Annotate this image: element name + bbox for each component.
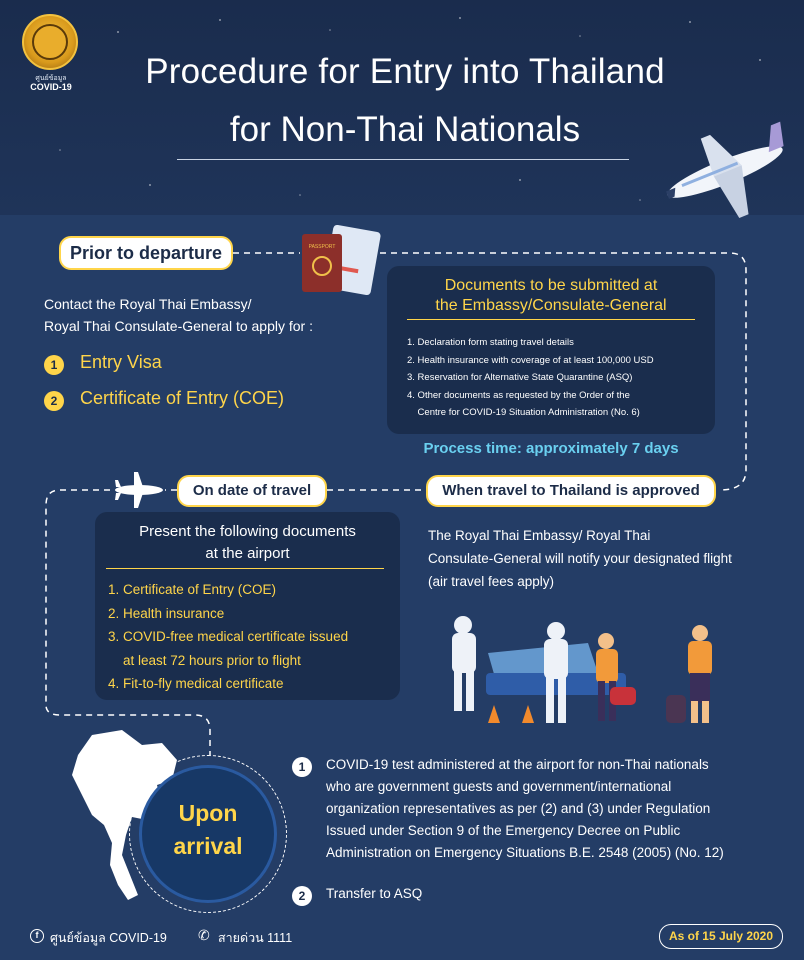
arrival-item-1: [326, 754, 796, 864]
small-airplane-icon: [112, 470, 166, 510]
list-item: 2. Health insurance: [108, 605, 225, 621]
passport-text: PASSPORT: [308, 244, 336, 250]
list-item: 3. COVID-free medical certificate issued: [108, 629, 349, 644]
list-item: 2. Health insurance with coverage of at least 100,000 USD: [407, 354, 654, 366]
documents-title-line-1: Documents to be submitted at: [444, 277, 658, 294]
documents-title-line-2: the Embassy/Consulate-General: [435, 297, 667, 314]
notify-line: Consulate-General will notify your designated flight: [428, 551, 732, 566]
prior-to-departure-label: Prior to departure: [59, 236, 233, 270]
arrival-item-line: organization representatives as per (2) and (3) under Regulation: [326, 801, 711, 816]
documents-title: [387, 276, 715, 316]
on-date-of-travel-label: On date of travel: [177, 475, 327, 507]
upon-arrival-label: [139, 797, 277, 863]
facebook-icon[interactable]: f: [30, 929, 44, 943]
entry-visa-item: Entry Visa: [80, 352, 162, 372]
passport-icon: [298, 224, 388, 302]
contact-line-1: Contact the Royal Thai Embassy/: [44, 296, 252, 312]
page-title-line1: Procedure for Entry into Thailand: [145, 52, 665, 91]
list-item: 3. Reservation for Alternative State Quarantine (ASQ): [407, 372, 633, 383]
airport-documents-title: [95, 521, 400, 565]
upon-arrival-line-2: arrival: [173, 833, 243, 859]
notify-text: [428, 524, 788, 593]
list-item: 4. Fit-to-fly medical certificate: [108, 676, 284, 691]
arrival-item-line: Administration on Emergency Situations B.E. 2548 (2005) (No. 12): [326, 845, 724, 860]
airport-documents-list: [108, 578, 398, 696]
list-item: at least 72 hours prior to flight: [108, 652, 301, 668]
upon-arrival-line-1: Upon: [178, 800, 238, 826]
arrival-item-line: Issued under Section 9 of the Emergency Decree on Public: [326, 823, 681, 838]
list-item: 1. Declaration form stating travel details: [407, 337, 574, 348]
airport-title-line-1: Present the following documents: [139, 523, 356, 540]
documents-divider: [407, 319, 695, 320]
item-number-badge: 2: [292, 886, 312, 906]
list-item: Centre for COVID-19 Situation Administration (No. 6): [407, 407, 640, 418]
contact-instructions: [44, 293, 374, 337]
airport-title-line-2: at the airport: [205, 545, 290, 562]
logo-caption: ศูนย์ข้อมูล: [35, 75, 67, 82]
contact-line-2: Royal Thai Consulate-General to apply for :: [44, 318, 313, 334]
arrival-item-2: Transfer to ASQ: [326, 886, 423, 901]
item-number-badge: 2: [44, 391, 64, 411]
phone-icon: ✆: [198, 927, 210, 943]
airport-screening-illustration: [438, 603, 738, 733]
process-time: Process time: approximately 7 days: [423, 440, 679, 457]
item-number-badge: 1: [292, 757, 312, 777]
airport-documents-divider: [106, 568, 384, 569]
list-item: 1. Certificate of Entry (COE): [108, 582, 277, 597]
documents-list: [407, 334, 707, 422]
coe-item: Certificate of Entry (COE): [80, 388, 285, 408]
page-title-line2: for Non-Thai Nationals: [229, 110, 581, 149]
notify-line: (air travel fees apply): [428, 574, 555, 589]
arrival-item-line: COVID-19 test administered at the airport for non-Thai nationals: [326, 757, 709, 772]
travel-approved-label: When travel to Thailand is approved: [426, 475, 716, 507]
hotline-text: สายด่วน 1111: [218, 931, 293, 945]
facebook-page-text[interactable]: ศูนย์ข้อมูล COVID-19: [50, 931, 167, 945]
logo-subcaption: COVID-19: [30, 82, 72, 92]
list-item: 4. Other documents as requested by the Order of the: [407, 389, 630, 401]
arrival-item-line: who are government guests and government/international: [326, 779, 672, 794]
notify-line: The Royal Thai Embassy/ Royal Thai: [428, 528, 651, 543]
item-number-badge: 1: [44, 355, 64, 375]
as-of-date-badge: As of 15 July 2020: [659, 924, 783, 949]
